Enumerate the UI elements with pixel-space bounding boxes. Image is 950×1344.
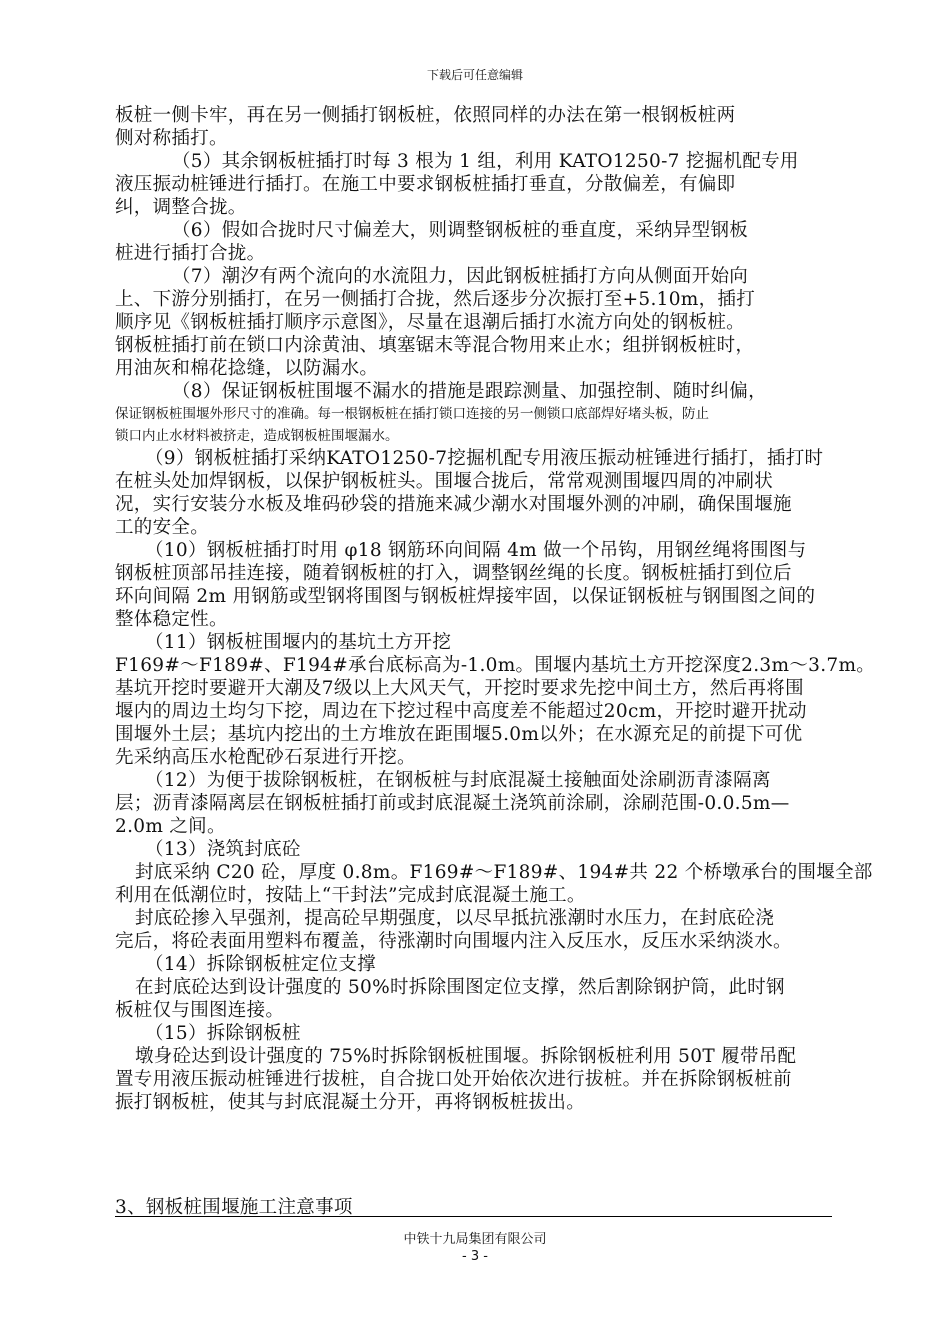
text-line: 上、下游分别插打，在另一侧插打合拢，然后逐步分次振打至+5.10m，插打: [115, 289, 756, 310]
text-line: 钢板桩插打前在锁口内涂黄油、填塞锯末等混合物用来止水；组拼钢板桩时，: [115, 335, 755, 356]
text-line: 墩身砼达到设计强度的 75%时拆除钢板桩围堰。拆除钢板桩利用 50T 履带吊配: [135, 1046, 797, 1067]
text-line: 整体稳定性。: [115, 609, 228, 630]
text-line-small: 锁口内止水材料被挤走，造成钢板桩围堰漏水。: [115, 428, 399, 444]
text-line-small: 保证钢板桩围堰外形尺寸的准确。每一根钢板桩在插打锁口连接的另一侧锁口底部焊好堵头板，防止: [115, 406, 709, 422]
text-line: 侧对称插打。: [115, 128, 228, 149]
text-line: F169#～F189#、F194#承台底标高为-1.0m。围堰内基坑土方开挖深度2.3m～3.7m。: [115, 655, 876, 676]
page-number: - 3 -: [462, 1249, 488, 1264]
text-line: （12）为便于拔除钢板桩，在钢板桩与封底混凝土接触面处涂刷沥青漆隔离: [145, 770, 771, 791]
text-line: 工的安全。: [115, 517, 210, 538]
text-line: 封底采纳 C20 砼，厚度 0.8m。F169#～F189#、194#共 22 个桥墩承台的围堰全部: [135, 862, 873, 883]
text-line: （8）保证钢板桩围堰不漏水的措施是跟踪测量、加强控制、随时纠偏，: [172, 381, 767, 402]
text-line: 先采纳高压水枪配砂石泵进行开挖。: [115, 747, 416, 768]
text-line: 桩进行插打合拢。: [115, 243, 266, 264]
text-line: 2.0m 之间。: [115, 816, 226, 837]
text-line: 堰内的周边土均匀下挖，周边在下挖过程中高度差不能超过20cm，开挖时避开扰动: [115, 701, 807, 722]
section-heading: （14）拆除钢板桩定位支撑: [145, 954, 376, 975]
footer-divider: [115, 1216, 832, 1217]
text-line: 况，实行安装分水板及堆码砂袋的措施来减少潮水对围堰外测的冲刷，确保围堰施: [115, 494, 792, 515]
text-line: （7）潮汐有两个流向的水流阻力，因此钢板桩插打方向从侧面开始向: [172, 266, 749, 287]
text-line: （9）钢板桩插打采纳KATO1250-7挖掘机配专用液压振动桩锤进行插打，插打时: [145, 448, 824, 469]
text-line: 液压振动桩锤进行插打。在施工中要求钢板桩插打垂直，分散偏差，有偏即: [115, 174, 736, 195]
text-line: 在桩头处加焊钢板，以保护钢板桩头。围堰合拢后，常常观测围堰四周的冲刷状: [115, 471, 774, 492]
section-heading: （15）拆除钢板桩: [145, 1023, 301, 1044]
section-heading: （11）钢板桩围堰内的基坑土方开挖: [145, 632, 452, 653]
section-heading: （13）浇筑封底砼: [145, 839, 301, 860]
text-line: （5）其余钢板桩插打时每 3 根为 1 组，利用 KATO1250-7 挖掘机配专用: [172, 151, 799, 172]
text-line: 在封底砼达到设计强度的 50%时拆除围图定位支撑，然后割除钢护筒，此时钢: [135, 977, 785, 998]
header-note: 下载后可任意编辑: [426, 68, 523, 82]
text-line: 板桩仅与围图连接。: [115, 1000, 285, 1021]
text-line: 基坑开挖时要避开大潮及7级以上大风天气，开挖时要求先挖中间土方，然后再将围: [115, 678, 804, 699]
text-line: （10）钢板桩插打时用 φ18 钢筋环向间隔 4m 做一个吊钩，用钢丝绳将围图与: [145, 540, 807, 561]
text-line: 完后，将砼表面用塑料布覆盖，待涨潮时向围堰内注入反压水，反压水采纳淡水。: [115, 931, 792, 952]
text-line: 顺序见《钢板桩插打顺序示意图》，尽量在退潮后插打水流方向处的钢板桩。: [115, 312, 745, 333]
text-line: 围堰外土层；基坑内挖出的土方堆放在距围堰5.0m以外；在水源充足的前提下可优: [115, 724, 803, 745]
text-line: 封底砼掺入早强剂，提高砼早期强度，以尽早抵抗涨潮时水压力，在封底砼浇: [135, 908, 775, 929]
text-line: （6）假如合拢时尺寸偏差大，则调整钢板桩的垂直度，采纳异型钢板: [172, 220, 749, 241]
text-line: 环向间隔 2m 用钢筋或型钢将围图与钢板桩焊接牢固，以保证钢板桩与钢围图之间的: [115, 586, 816, 607]
text-line: 纠，调整合拢。: [115, 197, 247, 218]
text-line: 置专用液压振动桩锤进行拔桩，自合拢口处开始依次进行拔桩。并在拆除钢板桩前: [115, 1069, 792, 1090]
text-line: 板桩一侧卡牢，再在另一侧插打钢板桩，依照同样的办法在第一根钢板桩两: [115, 105, 736, 126]
text-line: 振打钢板桩，使其与封底混凝土分开，再将钢板桩拔出。: [115, 1092, 586, 1113]
text-line: 用油灰和棉花捻缝，以防漏水。: [115, 358, 379, 379]
text-line: 利用在低潮位时，按陆上“干封法”完成封底混凝土施工。: [115, 885, 586, 906]
section-heading: 3、钢板桩围堰施工注意事项: [115, 1197, 353, 1218]
footer-company: 中铁十九局集团有限公司: [403, 1232, 547, 1247]
document-body: [115, 104, 905, 1114]
text-line: 钢板桩顶部吊挂连接，随着钢板桩的打入，调整钢丝绳的长度。钢板桩插打到位后: [115, 563, 792, 584]
text-line: 层；沥青漆隔离层在钢板桩插打前或封底混凝土浇筑前涂刷，涂刷范围-0.0.5m—: [115, 793, 790, 814]
